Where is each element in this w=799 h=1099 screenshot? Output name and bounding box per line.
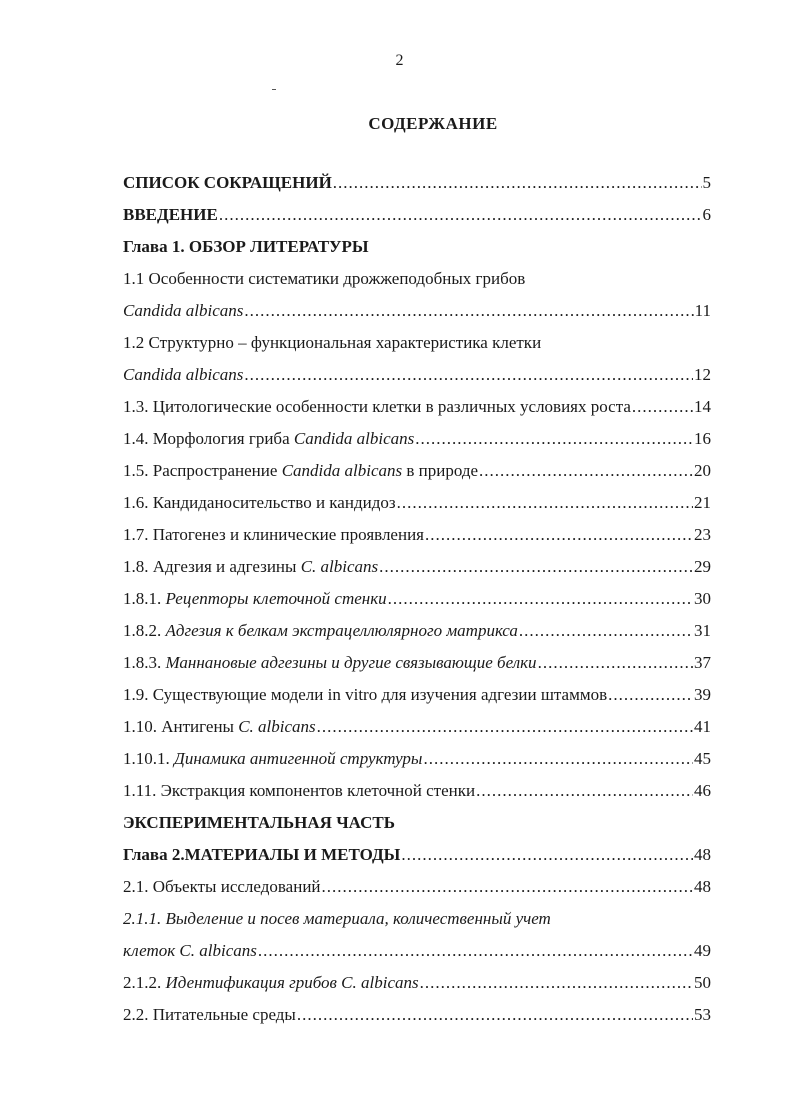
toc-line: [123, 236, 711, 268]
toc-entry-text: 1.10.1.: [123, 749, 174, 768]
toc-entry-text: 1.9. Существующие модели in vitro для изучения адгезии штаммов: [123, 685, 608, 704]
toc-line[interactable]: [123, 364, 711, 396]
toc-line: [123, 812, 711, 844]
toc-page-number: 31: [694, 621, 711, 640]
dot-leader: [425, 524, 693, 546]
dot-leader: [379, 556, 693, 578]
toc-entry-title: [123, 909, 551, 928]
toc-line[interactable]: [123, 172, 711, 204]
toc-entry-title: [123, 428, 414, 450]
toc-page-number: 39: [694, 685, 711, 704]
toc-page-number: 49: [694, 941, 711, 960]
dot-leader: [519, 620, 693, 642]
toc-entry-title: [123, 844, 400, 866]
toc-page-number: 14: [694, 397, 711, 416]
toc-entry-text-after: в природе: [402, 461, 479, 480]
toc-entry-text: 2.1. Объекты исследований: [123, 877, 321, 896]
toc-entry-italic-text: Рецепторы клеточной стенки: [165, 589, 387, 608]
toc-page-number: 48: [694, 845, 711, 864]
toc-line[interactable]: [123, 972, 711, 1004]
toc-page-number: 48: [694, 877, 711, 896]
dot-leader: [423, 748, 693, 770]
toc-entry-italic-text: Идентификация грибов C. albicans: [165, 973, 419, 992]
toc-page-number: 30: [694, 589, 711, 608]
toc-entry-italic-text: Адгезия к белкам экстрацеллюлярного матрикса: [165, 621, 518, 640]
toc-line[interactable]: [123, 748, 711, 780]
toc-entry-text: 1.8.2.: [123, 621, 166, 640]
toc-line[interactable]: [123, 460, 711, 492]
toc-line[interactable]: [123, 780, 711, 812]
toc-entry-title: [123, 460, 478, 482]
toc-entry-text: Глава 1. ОБЗОР ЛИТЕРАТУРЫ: [123, 237, 369, 256]
dot-leader: [479, 460, 693, 482]
dot-leader: [608, 684, 693, 706]
toc-page-number: 5: [702, 173, 711, 192]
toc-entry-title: [123, 524, 424, 546]
toc-entry-text: СПИСОК СОКРАЩЕНИЙ: [123, 173, 332, 192]
toc-line[interactable]: [123, 300, 711, 332]
dot-leader: [632, 396, 693, 418]
toc-entry-italic-text: C. albicans: [300, 557, 379, 576]
toc-line[interactable]: [123, 1004, 711, 1036]
toc-entry-text: 1.10. Антигены: [123, 717, 239, 736]
toc-entry-title: [123, 588, 387, 610]
toc-page-number: 37: [694, 653, 711, 672]
toc-page-number: 11: [694, 301, 711, 320]
toc-page-number: 46: [694, 781, 711, 800]
toc-entry-italic-text: C. albicans: [238, 717, 316, 736]
dot-leader: [219, 204, 702, 226]
toc-entry-title: [123, 269, 525, 288]
toc-entry-title: [123, 300, 243, 322]
toc-entry-title: [123, 1004, 296, 1026]
toc-line[interactable]: [123, 876, 711, 908]
toc-entry-italic-text: Динамика антигенной структуры: [174, 749, 423, 768]
toc-line[interactable]: [123, 588, 711, 620]
toc-entry-text: 1.3. Цитологические особенности клетки в различных условиях роста: [123, 397, 631, 416]
toc-line[interactable]: [123, 716, 711, 748]
page-number: 2: [395, 52, 404, 69]
toc-entry-text: 1.8.1.: [123, 589, 166, 608]
toc-page-number: 41: [694, 717, 711, 736]
toc-entry-text: 2.1.1. Выделение и посев материала, количественный учет: [123, 909, 551, 928]
toc-entry-title: [123, 172, 332, 194]
toc-page-number: 20: [694, 461, 711, 480]
dot-leader: [401, 844, 693, 866]
toc-entry-title: [123, 716, 316, 738]
toc-entry-title: [123, 813, 395, 832]
toc-line[interactable]: [123, 940, 711, 972]
toc-entry-title: [123, 876, 321, 898]
toc-entry-text: 1.11. Экстракция компонентов клеточной стенки: [123, 781, 476, 800]
toc-entry-title: [123, 748, 422, 770]
toc-line[interactable]: [123, 428, 711, 460]
dot-leader: [415, 428, 693, 450]
dot-leader: [297, 1004, 693, 1026]
toc-line: [123, 268, 711, 300]
toc-line: [123, 332, 711, 364]
toc-page-number: 53: [694, 1005, 711, 1024]
document-title: СОДЕРЖАНИЕ: [368, 114, 498, 133]
toc-entry-text: ЭКСПЕРИМЕНТАЛЬНАЯ ЧАСТЬ: [123, 813, 395, 832]
toc-entry-text: клеток C. albicans: [123, 941, 257, 960]
toc-entry-title: [123, 492, 396, 514]
toc-entry-title: [123, 237, 369, 256]
dot-leader: [420, 972, 693, 994]
toc-entry-italic-text: Маннановые адгезины и другие связывающие белки: [165, 653, 537, 672]
toc-line[interactable]: [123, 492, 711, 524]
toc-entry-text: 1.7. Патогенез и клинические проявления: [123, 525, 424, 544]
toc-page-number: 16: [694, 429, 711, 448]
toc-page-number: 29: [694, 557, 711, 576]
toc-entry-title: [123, 396, 631, 418]
toc-entry-text: 2.1.2.: [123, 973, 166, 992]
toc-entry-italic-text: Candida albicans: [281, 461, 403, 480]
toc-entry-title: [123, 333, 541, 352]
toc-entry-text: 1.5. Распространение: [123, 461, 282, 480]
toc-entry-text: 1.6. Кандиданосительство и кандидоз: [123, 493, 396, 512]
dot-leader: [317, 716, 693, 738]
toc-entry-title: [123, 204, 218, 226]
toc-page-number: 23: [694, 525, 711, 544]
toc-line[interactable]: [123, 396, 711, 428]
toc-entry-text: 1.1 Особенности систематики дрожжеподобных грибов: [123, 269, 526, 288]
dot-leader: [397, 492, 693, 514]
toc-entry-title: [123, 940, 257, 962]
dot-leader: [244, 364, 693, 386]
toc-entry-title: [123, 364, 243, 386]
toc-entry-title: [123, 780, 475, 802]
toc-entry-title: [123, 684, 607, 706]
dot-leader: [322, 876, 693, 898]
scan-speck: [272, 89, 276, 90]
toc-entry-title: [123, 556, 378, 578]
dot-leader: [333, 172, 702, 194]
toc-line[interactable]: [123, 684, 711, 716]
toc-entry-text: 1.4. Морфология гриба: [123, 429, 294, 448]
toc-line: [123, 908, 711, 940]
dot-leader: [388, 588, 693, 610]
toc-entry-text: 1.2 Структурно – функциональная характеристика клетки: [123, 333, 542, 352]
toc-entry-text: 1.8. Адгезия и адгезины: [123, 557, 301, 576]
toc-line[interactable]: [123, 524, 711, 556]
toc-page-number: 50: [694, 973, 711, 992]
dot-leader: [244, 300, 693, 322]
toc-entry-title: [123, 972, 419, 994]
toc-line[interactable]: [123, 652, 711, 684]
dot-leader: [476, 780, 693, 802]
toc-line[interactable]: [123, 844, 711, 876]
toc-entry-text: 1.8.3.: [123, 653, 166, 672]
dot-leader: [258, 940, 693, 962]
toc-entry-text: Глава 2.МАТЕРИАЛЫ И МЕТОДЫ: [123, 845, 401, 864]
toc-page-number: 12: [694, 365, 711, 384]
toc-entry-text: ВВЕДЕНИЕ: [123, 205, 218, 224]
toc-entry-title: [123, 652, 537, 674]
dot-leader: [538, 652, 693, 674]
toc-entry-title: [123, 620, 518, 642]
toc-page-number: 45: [694, 749, 711, 768]
toc-line[interactable]: [123, 620, 711, 652]
toc-line[interactable]: [123, 556, 711, 588]
toc-page-number: 21: [694, 493, 711, 512]
toc-entry-italic-text: Candida albicans: [123, 301, 244, 320]
toc-page-number: 6: [702, 205, 711, 224]
toc-entry-text: 2.2. Питательные среды: [123, 1005, 296, 1024]
toc-entry-italic-text: Candida albicans: [123, 365, 244, 384]
toc-line[interactable]: [123, 204, 711, 236]
toc-entry-italic-text: Candida albicans: [293, 429, 415, 448]
table-of-contents: [123, 172, 711, 1036]
